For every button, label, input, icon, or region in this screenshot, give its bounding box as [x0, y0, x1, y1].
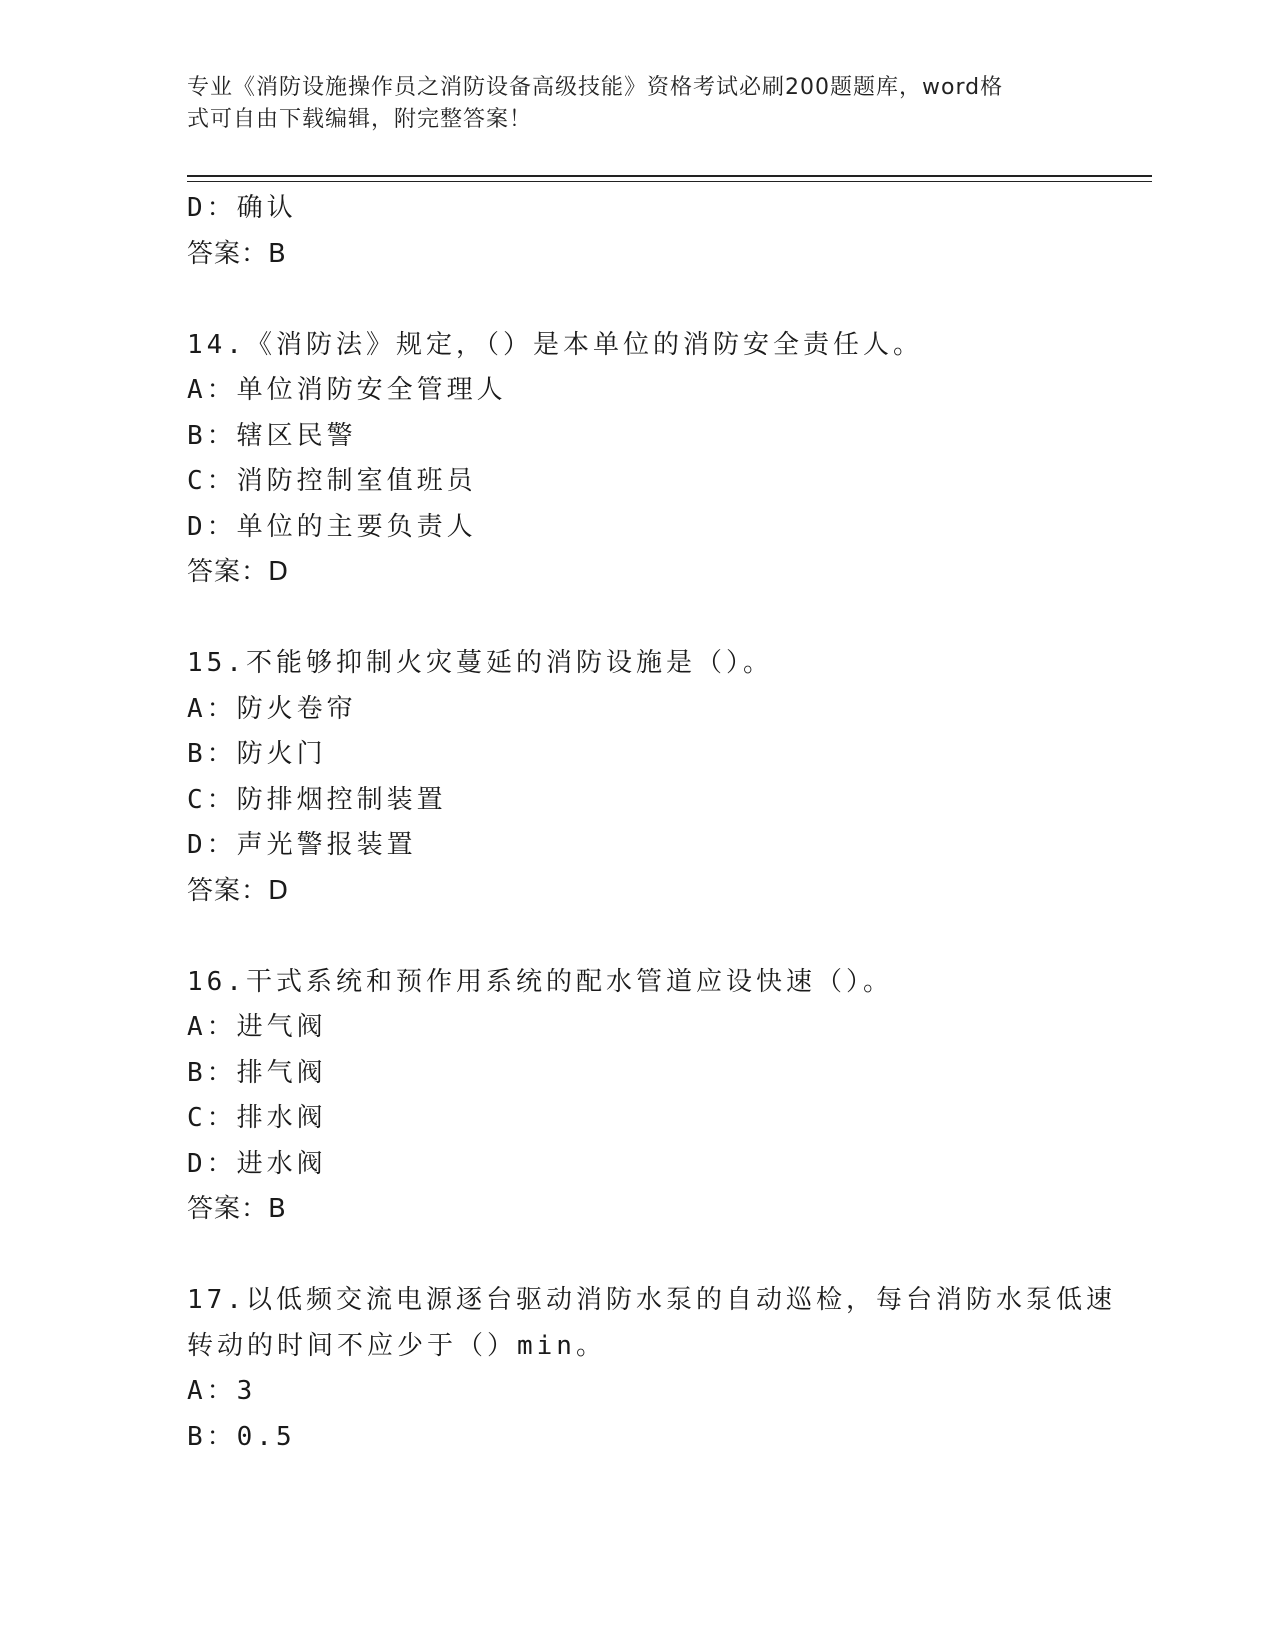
header-divider-thin [187, 181, 1152, 182]
option-c: C：排水阀 [187, 1103, 327, 1133]
option-d: D：单位的主要负责人 [187, 511, 477, 542]
option-d: D：进水阀 [187, 1148, 327, 1179]
header-line-1: 专业《消防设施操作员之消防设备高级技能》资格考试必刷200题题库，word格 [187, 75, 1004, 100]
answer-line: 答案：D [187, 557, 290, 587]
question-16-text: 16.干式系统和预作用系统的配水管道应设快速（）。 [187, 966, 893, 997]
question-17-text-line-1: 17.以低频交流电源逐台驱动消防水泵的自动巡检，每台消防水泵低速 [187, 1285, 1116, 1315]
spacer [187, 596, 1087, 642]
spacer [187, 914, 1087, 960]
option-c: C：防排烟控制装置 [187, 784, 447, 815]
header-line-2: 式可自由下载编辑，附完整答案！ [187, 107, 533, 132]
option-b: B：辖区民警 [187, 420, 357, 451]
option-a: A：3 [187, 1376, 257, 1406]
answer-line: 答案：B [187, 1194, 287, 1224]
document-header [187, 72, 1067, 136]
option-b: B：0.5 [187, 1421, 296, 1452]
spacer [187, 1233, 1087, 1279]
option-d: D：确认 [187, 193, 297, 223]
option-c: C：消防控制室值班员 [187, 466, 477, 496]
spacer [187, 277, 1087, 323]
option-b: B：防火门 [187, 739, 327, 769]
header-divider-thick [187, 175, 1152, 177]
question-17-text-line-2: 转动的时间不应少于（）min。 [187, 1330, 606, 1361]
option-a: A：单位消防安全管理人 [187, 375, 507, 405]
answer-line: 答案：B [187, 238, 287, 269]
answer-line: 答案：D [187, 875, 290, 906]
option-a: A：防火卷帘 [187, 693, 357, 724]
question-list [187, 186, 1116, 1460]
option-b: B：排气阀 [187, 1057, 327, 1088]
question-14-text: 14.《消防法》规定，（）是本单位的消防安全责任人。 [187, 329, 923, 360]
option-d: D：声光警报装置 [187, 830, 417, 860]
question-15-text: 15.不能够抑制火灾蔓延的消防设施是（）。 [187, 648, 773, 678]
option-a: A：进气阀 [187, 1012, 327, 1042]
